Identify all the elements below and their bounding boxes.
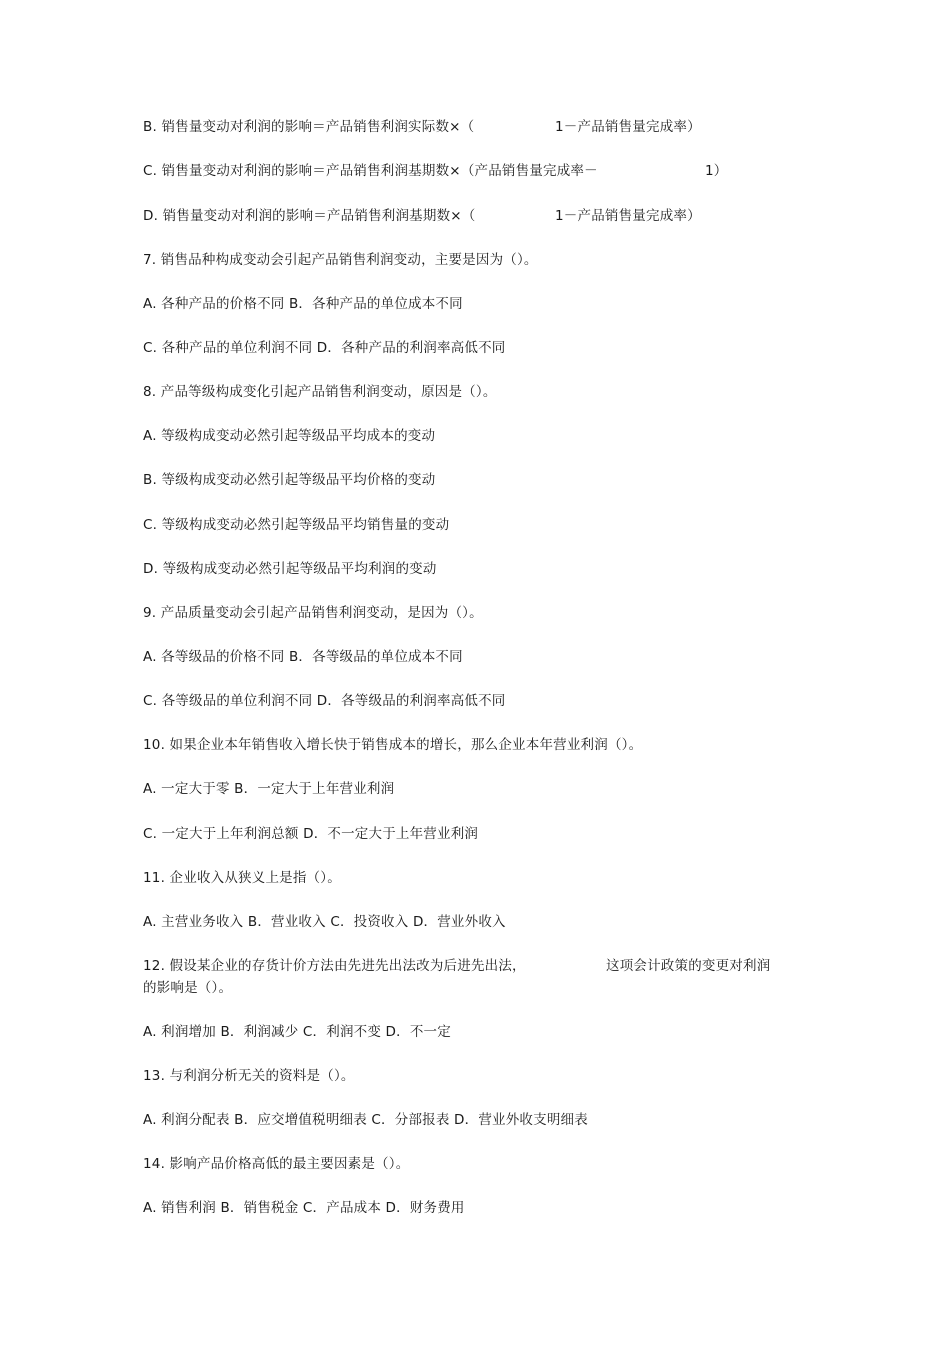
question-9: 9. 产品质量变动会引起产品销售利润变动，是因为（）。: [143, 605, 483, 621]
question-7: 7. 销售品种构成变动会引起产品销售利润变动，主要是因为（）。: [143, 252, 538, 268]
question-14-options: A. 销售利润 B．销售税金 C．产品成本 D．财务费用: [143, 1200, 465, 1216]
question-11-options: A. 主营业务收入 B．营业收入 C．投资收入 D．营业外收入: [143, 914, 506, 930]
option-d-text-part2: 1－产品销售量完成率）: [555, 208, 701, 224]
question-14: 14. 影响产品价格高低的最主要因素是（）。: [143, 1156, 410, 1172]
question-8: 8. 产品等级构成变化引起产品销售利润变动，原因是（）。: [143, 384, 497, 400]
question-7-options-cd: C. 各种产品的单位利润不同 D．各种产品的利润率高低不同: [143, 340, 506, 356]
question-10-options-ab: A. 一定大于零 B．一定大于上年营业利润: [143, 781, 395, 797]
question-10: 10. 如果企业本年销售收入增长快于销售成本的增长，那么企业本年营业利润（）。: [143, 737, 643, 753]
option-b-text-part2: 1－产品销售量完成率）: [555, 119, 701, 135]
question-10-options-cd: C. 一定大于上年利润总额 D．不一定大于上年营业利润: [143, 826, 479, 842]
option-d-text-part1: D. 销售量变动对利润的影响＝产品销售利润基期数×（: [143, 208, 476, 224]
question-12-options: A. 利润增加 B．利润减少 C．利润不变 D．不一定: [143, 1024, 451, 1040]
option-c-text-part1: C. 销售量变动对利润的影响＝产品销售利润基期数×（产品销售量完成率－: [143, 163, 598, 179]
question-8-option-b: B. 等级构成变动必然引起等级品平均价格的变动: [143, 472, 436, 488]
question-13: 13. 与利润分析无关的资料是（）。: [143, 1068, 355, 1084]
question-9-options-cd: C. 各等级品的单位利润不同 D．各等级品的利润率高低不同: [143, 693, 506, 709]
question-12-line2: 的影响是（）。: [143, 980, 233, 996]
question-8-option-c: C. 等级构成变动必然引起等级品平均销售量的变动: [143, 517, 450, 533]
question-13-options: A. 利润分配表 B．应交增值税明细表 C．分部报表 D．营业外收支明细表: [143, 1112, 588, 1128]
option-c-text-part2: 1）: [705, 163, 728, 179]
option-b-text-part1: B. 销售量变动对利润的影响＝产品销售利润实际数×（: [143, 119, 475, 135]
question-7-options-ab: A. 各种产品的价格不同 B．各种产品的单位成本不同: [143, 296, 463, 312]
question-11: 11. 企业收入从狭义上是指（）。: [143, 870, 341, 886]
question-12-text-part1: 12. 假设某企业的存货计价方法由先进先出法改为后进先出法，: [143, 958, 526, 974]
question-8-option-a: A. 等级构成变动必然引起等级品平均成本的变动: [143, 428, 436, 444]
question-12-text-part2: 这项会计政策的变更对利润: [606, 958, 771, 974]
question-9-options-ab: A. 各等级品的价格不同 B．各等级品的单位成本不同: [143, 649, 463, 665]
question-8-option-d: D. 等级构成变动必然引起等级品平均利润的变动: [143, 561, 437, 577]
